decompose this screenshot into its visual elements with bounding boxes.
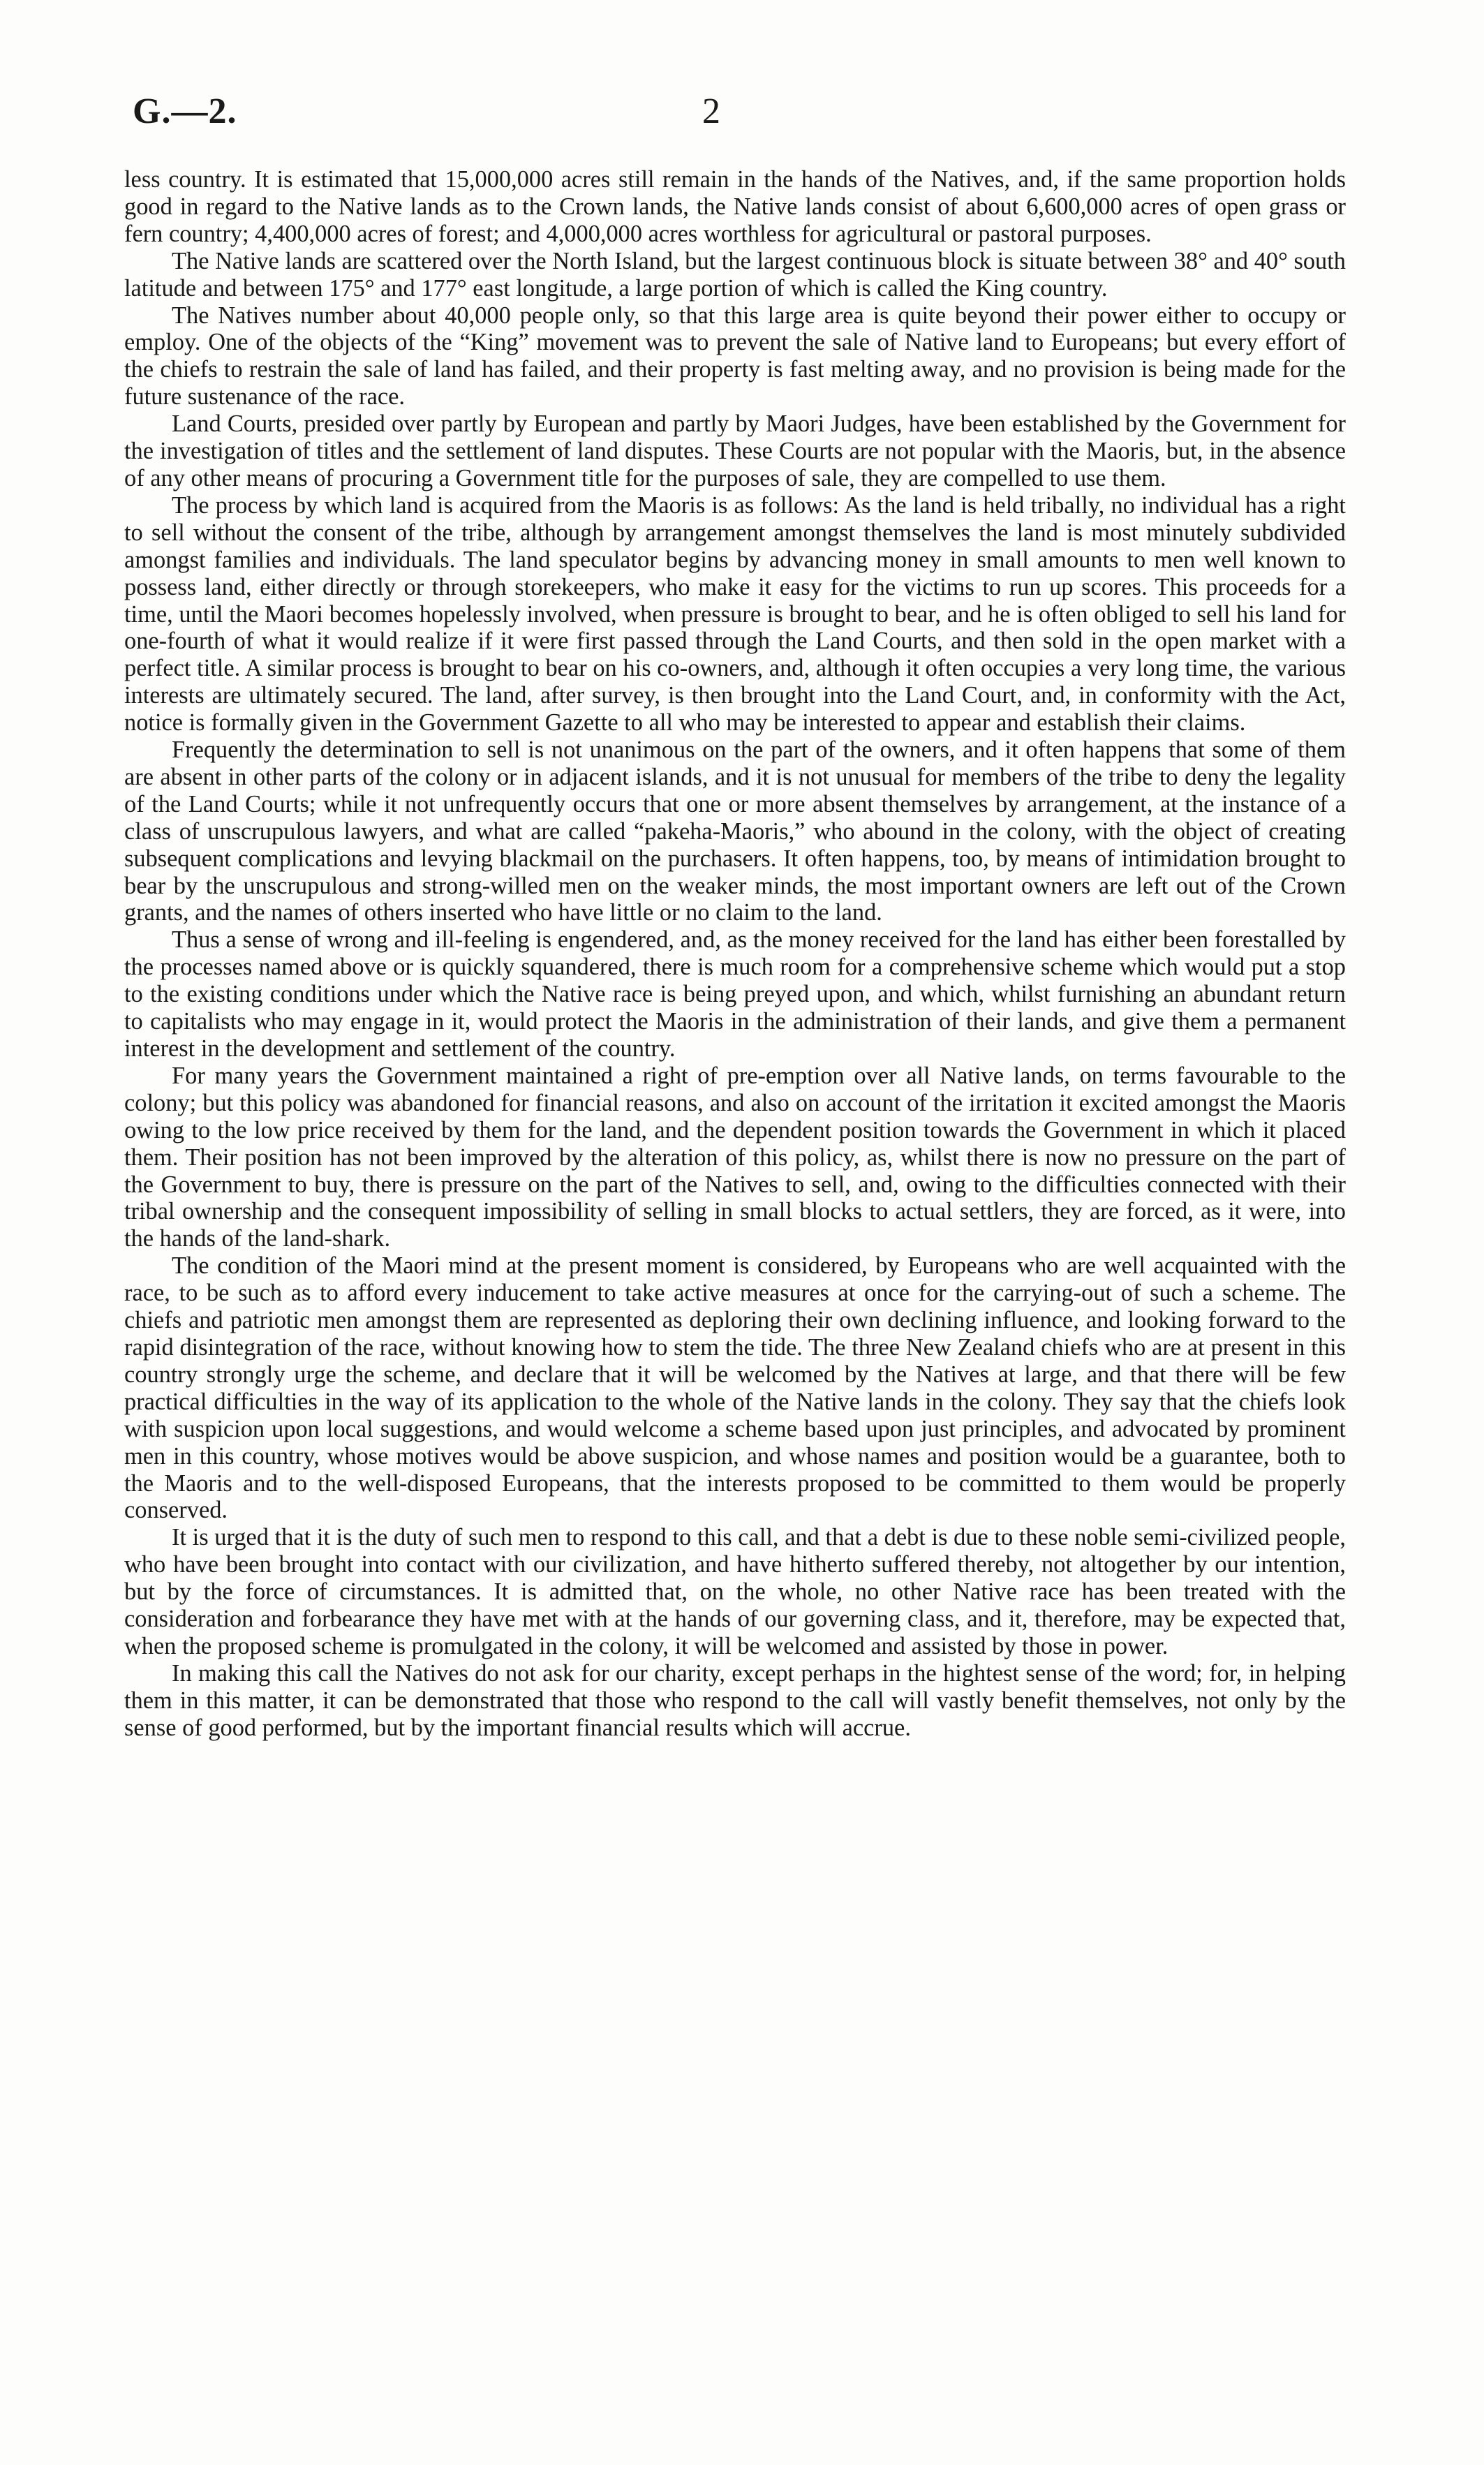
body-text [124, 166, 1346, 1742]
paragraph: It is urged that it is the duty of such men to respond to this call, and that a debt is due to these noble semi-civilized people, who have been brought into contact with our civilization, and have hitherto suffered thereby, not altogether by our intention, but by the force of circumstances. It is admitted that, on the whole, no other Native race has been treated with the consideration and forbearance they have met with at the hands of our governing class, and it, therefore, may be expected that, when the proposed scheme is promulgated in the colony, it will be welcomed and assisted by those in power. [124, 1524, 1346, 1659]
paragraph: In making this call the Natives do not ask for our charity, except perhaps in the hightest sense of the word; for, in helping them in this matter, it can be demonstrated that those who respond to the call will vastly benefit themselves, not only by the sense of good performed, but by the important financial results which will accrue. [124, 1659, 1346, 1741]
paragraph: Land Courts, presided over partly by European and partly by Maori Judges, have been established by the Government for the investigation of titles and the settlement of land disputes. These Courts are not popular with the Maoris, but, in the absence of any other means of procuring a Government title for the purposes of sale, they are compelled to use them. [124, 410, 1346, 491]
page-header [124, 91, 1360, 140]
paragraph: less country. It is estimated that 15,000,000 acres still remain in the hands of the Natives, and, if the same proportion holds good in regard to the Native lands as to the Crown lands, the Native lands consist of about 6,600,000 acres of open grass or fern country; 4,400,000 acres of forest; and 4,000,000 acres worthless for agricultural or pastoral purposes. [124, 166, 1346, 247]
paragraph: The Native lands are scattered over the North Island, but the largest continuous block is situate between 38° and 40° south latitude and between 175° and 177° east longitude, a large portion of which is called the King country. [124, 247, 1346, 302]
page-number: 2 [702, 91, 720, 131]
paragraph: The process by which land is acquired from the Maoris is as follows: As the land is held tribally, no individual has a right to sell without the consent of the tribe, although by arrangement amongst themselves the land is most minutely subdivided amongst families and individuals. The land speculator begins by advancing money in small amounts to men well known to possess land, either directly or through storekeepers, who make it easy for the victims to run up scores. This proceeds for a time, until the Maori becomes hopelessly involved, when pressure is brought to bear, and he is often obliged to sell his land for one-fourth of what it would realize if it were first passed through the Land Courts, and then sold in the open market with a perfect title. A similar process is brought to bear on his co-owners, and, although it often occupies a very long time, the various interests are ultimately secured. The land, after survey, is then brought into the Land Court, and, in conformity with the Act, notice is formally given in the Government Gazette to all who may be interested to appear and establish their claims. [124, 491, 1346, 736]
document-reference: G.—2. [133, 91, 237, 131]
paragraph: The Natives number about 40,000 people only, so that this large area is quite beyond their power either to occupy or employ. One of the objects of the “King” movement was to prevent the sale of Native land to Europeans; but every effort of the chiefs to restrain the sale of land has failed, and their property is fast melting away, and no provision is being made for the future sustenance of the race. [124, 302, 1346, 410]
paragraph: The condition of the Maori mind at the present moment is considered, by Europeans who are well acquainted with the race, to be such as to afford every inducement to take active measures at once for the carrying-out of such a scheme. The chiefs and patriotic men amongst them are represented as deploring their own declining influence, and looking forward to the rapid disintegration of the race, without knowing how to stem the tide. The three New Zealand chiefs who are at present in this country strongly urge the scheme, and declare that it will be welcomed by the Natives at large, and that there will be few practical difficulties in the way of its application to the whole of the Native lands in the colony. They say that the chiefs look with suspicion upon local suggestions, and would welcome a scheme based upon just principles, and advocated by prominent men in this country, whose motives would be above suspicion, and whose names and position would be a guarantee, both to the Maoris and to the well-disposed Europeans, that the interests proposed to be committed to them would be properly conserved. [124, 1252, 1346, 1524]
paragraph: For many years the Government maintained a right of pre-emption over all Native lands, on terms favourable to the colony; but this policy was abandoned for financial reasons, and also on account of the irritation it excited amongst the Maoris owing to the low price received by them for the land, and the dependent position towards the Government in which it placed them. Their position has not been improved by the alteration of this policy, as, whilst there is now no pressure on the part of the Government to buy, there is pressure on the part of the Natives to sell, and, owing to the difficulties connected with their tribal ownership and the consequent impossibility of selling in small blocks to actual settlers, they are forced, as it were, into the hands of the land-shark. [124, 1062, 1346, 1252]
paragraph: Frequently the determination to sell is not unanimous on the part of the owners, and it often happens that some of them are absent in other parts of the colony or in adjacent islands, and it is not unusual for members of the tribe to deny the legality of the Land Courts; while it not unfrequently occurs that one or more absent themselves by arrangement, at the instance of a class of unscrupulous lawyers, and what are called “pakeha-Maoris,” who abound in the colony, with the object of creating subsequent complications and levying blackmail on the purchasers. It often happens, too, by means of intimidation brought to bear by the unscrupulous and strong-willed men on the weaker minds, the most important owners are left out of the Crown grants, and the names of others inserted who have little or no claim to the land. [124, 736, 1346, 926]
paragraph: Thus a sense of wrong and ill-feeling is engendered, and, as the money received for the land has either been forestalled by the processes named above or is quickly squandered, there is much room for a comprehensive scheme which would put a stop to the existing conditions under which the Native race is being preyed upon, and which, whilst furnishing an abundant return to capitalists who may engage in it, would protect the Maoris in the administration of their lands, and give them a permanent interest in the development and settlement of the country. [124, 926, 1346, 1062]
